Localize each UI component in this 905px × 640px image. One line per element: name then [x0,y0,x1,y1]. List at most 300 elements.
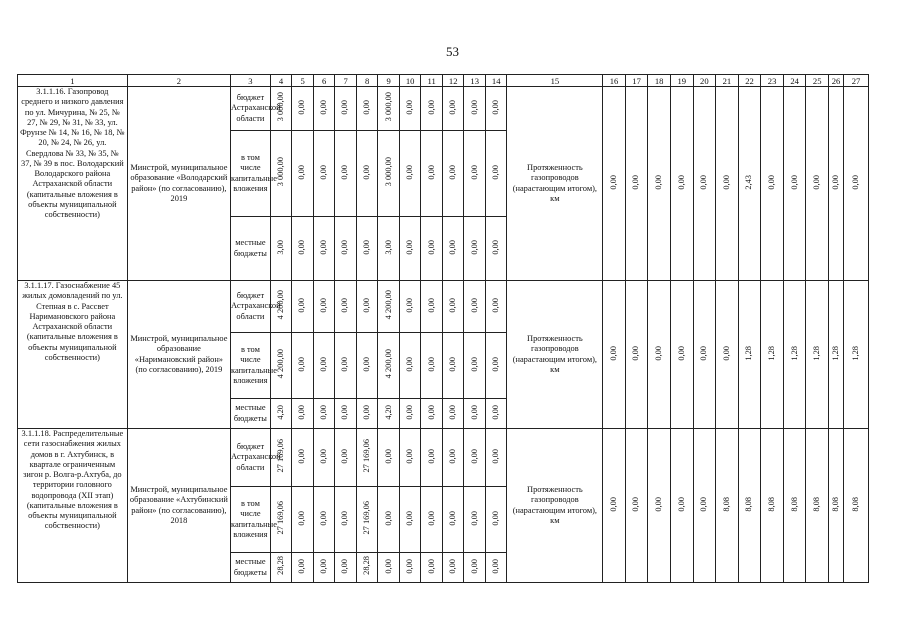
funding-value-text: 0,00 [469,404,479,420]
funding-value-text: 0,00 [297,448,307,464]
funding-value [485,281,507,333]
funding-value-text: 3 000,00 [383,157,393,187]
funding-value-text: 0,00 [448,404,458,420]
funding-value [399,429,421,487]
indicator-value-text: 8,08 [721,496,731,512]
table-row [18,281,869,333]
column-number: 19 [670,75,693,87]
funding-value [421,281,443,333]
funding-value-text: 0,00 [491,239,501,255]
funding-value [378,217,400,281]
funding-value-text: 0,00 [405,164,415,180]
funding-value-text: 0,00 [491,448,501,464]
funding-value [485,429,507,487]
indicator-value [844,429,869,583]
funding-value [335,333,357,399]
column-number: 27 [844,75,869,87]
funding-source: местные бюджеты [231,217,271,281]
funding-value-text: 0,00 [297,164,307,180]
funding-value [399,281,421,333]
funding-source: в том числе капитальные вложения [231,333,271,399]
executor-cell: Минстрой, муниципальное образование «Ахтубинский район» (по согласованию), 2018 [127,429,230,583]
indicator-value-text: 8,08 [766,496,776,512]
indicator-value [761,281,784,429]
funding-value [485,553,507,583]
funding-source: бюджет Астраханской области [231,87,271,131]
funding-value [485,131,507,217]
indicator-value-text: 0,00 [721,345,731,361]
column-number: 25 [806,75,829,87]
funding-value-text: 0,00 [340,448,350,464]
funding-value-text: 27 169,06 [275,501,285,535]
column-number: 22 [738,75,761,87]
funding-value-text: 0,00 [318,404,328,420]
funding-value [292,487,314,553]
funding-value [421,217,443,281]
funding-value-text: 3,00 [275,239,285,255]
column-number: 14 [485,75,507,87]
executor-cell: Минстрой, муниципальное образование «Наримановский район» (по согласованию), 2019 [127,281,230,429]
indicator-value [603,87,626,281]
funding-value [356,333,378,399]
indicator-value-text: 0,00 [699,174,709,190]
column-number: 23 [761,75,784,87]
indicator-value-text: 0,00 [850,174,860,190]
funding-value [421,429,443,487]
funding-value [335,553,357,583]
funding-value-text: 27 169,06 [362,439,371,473]
funding-value-text: 0,00 [469,510,479,526]
funding-value-text: 0,00 [469,239,479,255]
funding-source: в том числе капитальные вложения [231,487,271,553]
indicator-value [738,87,761,281]
indicator-value [716,429,739,583]
indicator-name: Протяженность газопроводов (нарастающим итогом), км [507,429,603,583]
funding-value-text: 0,00 [448,510,458,526]
column-number: 4 [270,75,292,87]
funding-value [335,281,357,333]
indicator-value [603,429,626,583]
indicator-value-text: 0,00 [676,174,686,190]
funding-value-text: 28,28 [275,556,285,576]
funding-value-text: 0,00 [426,164,436,180]
funding-value [378,429,400,487]
funding-value [485,487,507,553]
funding-value-text: 27 169,06 [362,501,371,535]
funding-value-text: 0,00 [318,99,328,115]
funding-value-text: 0,00 [318,164,328,180]
indicator-value [738,429,761,583]
indicator-value [738,281,761,429]
funding-value-text: 0,00 [362,297,371,313]
indicator-value-text: 8,08 [830,496,840,512]
funding-value-text: 0,00 [405,297,415,313]
indicator-value-text: 8,08 [850,496,860,512]
funding-value [356,87,378,131]
funding-value-text: 0,00 [469,99,479,115]
funding-value [270,399,292,429]
funding-value-text: 0,00 [318,448,328,464]
executor-cell: Минстрой, муниципальное образование «Володарский район» (по согласованию), 2019 [127,87,230,281]
funding-value [313,87,335,131]
column-number: 3 [231,75,271,87]
funding-value [313,487,335,553]
funding-value [292,131,314,217]
funding-value [464,553,486,583]
funding-value-text: 0,00 [491,558,501,574]
indicator-value-text: 0,00 [608,345,618,361]
funding-value [292,429,314,487]
indicator-value [761,87,784,281]
funding-value-text: 0,00 [340,99,350,115]
funding-value [442,429,464,487]
funding-value [356,553,378,583]
funding-value [335,399,357,429]
funding-value [442,487,464,553]
funding-value [313,429,335,487]
funding-value-text: 0,00 [405,558,415,574]
funding-value [421,87,443,131]
indicator-value [648,87,671,281]
funding-value-text: 3 000,00 [275,92,285,122]
indicator-value-text: 0,00 [830,174,840,190]
funding-value-text: 0,00 [405,510,415,526]
funding-value [485,217,507,281]
funding-value [464,87,486,131]
funding-value [399,333,421,399]
measure-name: 3.1.1.17. Газоснабжение 45 жилых домовладений по ул. Степная в с. Рассвет Наримановского района Астраханской области (капитальные вложения в объекты муниципальной собственности) [18,281,128,429]
funding-value [485,333,507,399]
column-number: 20 [693,75,716,87]
indicator-value-text: 0,00 [654,345,664,361]
indicator-value-text: 2,43 [744,174,754,190]
funding-value-text: 0,00 [383,510,393,526]
funding-value [378,87,400,131]
funding-value-text: 0,00 [448,99,458,115]
indicator-value-text: 0,00 [721,174,731,190]
funding-value-text: 0,00 [297,239,307,255]
funding-value-text: 0,00 [405,356,415,372]
indicator-value [761,429,784,583]
indicator-value [716,87,739,281]
funding-value [292,217,314,281]
funding-value [378,399,400,429]
funding-value-text: 0,00 [340,239,350,255]
funding-value [421,333,443,399]
indicator-value-text: 0,00 [608,174,618,190]
funding-value-text: 0,00 [405,404,415,420]
funding-value-text: 0,00 [340,404,350,420]
funding-value-text: 0,00 [297,510,307,526]
indicator-value [829,429,844,583]
indicator-value-text: 0,00 [699,345,709,361]
column-number: 12 [442,75,464,87]
column-number: 1 [18,75,128,87]
column-number: 10 [399,75,421,87]
funding-value [464,333,486,399]
funding-value-text: 0,00 [405,448,415,464]
funding-value [378,131,400,217]
funding-value [485,87,507,131]
funding-value [464,217,486,281]
funding-value [442,87,464,131]
column-number: 16 [603,75,626,87]
column-number: 15 [507,75,603,87]
indicator-value [829,281,844,429]
funding-value [442,399,464,429]
funding-value [464,399,486,429]
funding-value [421,399,443,429]
funding-value-text: 0,00 [340,297,350,313]
page-number: 53 [446,44,459,59]
funding-value [399,487,421,553]
funding-value-text: 0,00 [469,164,479,180]
funding-value-text: 0,00 [297,558,307,574]
funding-value-text: 0,00 [297,404,307,420]
funding-value-text: 0,00 [469,558,479,574]
funding-value [464,429,486,487]
funding-source: бюджет Астраханской области [231,281,271,333]
funding-value [399,553,421,583]
funding-value-text: 4 200,00 [275,290,285,320]
indicator-value [625,87,648,281]
program-table [17,74,869,583]
funding-value-text: 4 200,00 [275,349,285,379]
indicator-value-text: 0,00 [676,345,686,361]
funding-value-text: 0,00 [426,99,436,115]
column-number: 6 [313,75,335,87]
indicator-value-text: 1,28 [766,345,776,361]
funding-value-text: 3 000,00 [383,92,393,122]
indicator-value-text: 0,00 [631,496,641,512]
indicator-value-text: 0,00 [812,174,822,190]
funding-value-text: 0,00 [426,510,436,526]
funding-value [356,281,378,333]
funding-value-text: 3 000,00 [275,157,285,187]
funding-value [421,487,443,553]
indicator-value-text: 0,00 [654,496,664,512]
measure-name: 3.1.1.18. Распределительные сети газоснабжения жилых домов в г. Ахтубинск, в квартале ограниченным зигон р. Волга-р.Ахтуба, до территории головного водопровода (XII этап) (капитальные вложения в объекты муниципальной собственности) [18,429,128,583]
funding-value-text: 0,00 [340,510,350,526]
funding-value [378,281,400,333]
funding-value [292,87,314,131]
column-number-row [18,75,869,87]
funding-value-text: 0,00 [448,239,458,255]
funding-value-text: 0,00 [426,448,436,464]
funding-value-text: 3,00 [383,239,393,255]
funding-value-text: 0,00 [426,356,436,372]
funding-value-text: 0,00 [491,164,501,180]
funding-value [313,281,335,333]
indicator-value [716,281,739,429]
indicator-value [844,281,869,429]
funding-value [270,553,292,583]
indicator-value [829,87,844,281]
funding-value [399,87,421,131]
funding-value [313,399,335,429]
indicator-value [783,429,806,583]
funding-value-text: 0,00 [405,99,415,115]
funding-value-text: 4 200,00 [383,290,393,320]
column-number: 9 [378,75,400,87]
funding-value [378,487,400,553]
measure-name: 3.1.1.16. Газопровод среднего и низкого давления по ул. Мичурина, № 25, № 27, № 29, № 31, № 33, ул. Фрунзе № 14, № 16, № 18, № 20, № 24, № 26, ул. Свердлова № 33, № 35, № 37, № 39 в пос. Володарский Володарского района Астраханской области (капитальные вложения в объекты муниципальной собственности) [18,87,128,281]
indicator-name: Протяженность газопроводов (нарастающим итогом), км [507,87,603,281]
indicator-value-text: 0,00 [654,174,664,190]
funding-value-text: 4,20 [275,404,285,420]
funding-value [464,281,486,333]
indicator-value-text: 0,00 [766,174,776,190]
funding-value [399,399,421,429]
funding-value-text: 0,00 [362,164,371,180]
funding-value-text: 0,00 [318,510,328,526]
funding-value-text: 0,00 [362,404,371,420]
column-number: 17 [625,75,648,87]
table-row [18,87,869,131]
funding-value-text: 0,00 [469,297,479,313]
column-number: 7 [335,75,357,87]
funding-value [378,553,400,583]
funding-value-text: 0,00 [405,239,415,255]
funding-value [292,333,314,399]
funding-source: бюджет Астраханской области [231,429,271,487]
funding-value [292,553,314,583]
funding-value [378,333,400,399]
indicator-value-text: 0,00 [676,496,686,512]
funding-value [442,217,464,281]
funding-value-text: 0,00 [491,297,501,313]
indicator-value [783,87,806,281]
indicator-value [693,87,716,281]
indicator-value [693,429,716,583]
funding-value-text: 0,00 [297,356,307,372]
funding-value [313,131,335,217]
funding-value-text: 27 169,06 [275,439,285,473]
indicator-value-text: 0,00 [608,496,618,512]
indicator-value-text: 1,28 [850,345,860,361]
funding-value-text: 0,00 [297,99,307,115]
funding-value-text: 0,00 [318,356,328,372]
funding-value-text: 0,00 [469,448,479,464]
funding-value-text: 0,00 [448,448,458,464]
indicator-value [670,281,693,429]
funding-value [442,131,464,217]
funding-value [270,217,292,281]
indicator-value-text: 1,28 [830,345,840,361]
funding-value [292,399,314,429]
column-number: 5 [292,75,314,87]
funding-value-text: 0,00 [491,510,501,526]
indicator-name: Протяженность газопроводов (нарастающим итогом), км [507,281,603,429]
funding-value-text: 4,20 [383,404,393,420]
indicator-value [670,87,693,281]
funding-value-text: 0,00 [426,558,436,574]
funding-value [313,333,335,399]
funding-value [442,333,464,399]
funding-value-text: 0,00 [362,239,371,255]
funding-value [356,487,378,553]
indicator-value [625,429,648,583]
funding-value [335,487,357,553]
indicator-value-text: 8,08 [812,496,822,512]
indicator-value [844,87,869,281]
funding-value-text: 0,00 [426,297,436,313]
indicator-value [648,429,671,583]
table-row [18,429,869,487]
funding-value-text: 4 200,00 [383,349,393,379]
funding-value-text: 0,00 [340,164,350,180]
funding-value [335,131,357,217]
funding-value [442,281,464,333]
funding-value-text: 0,00 [340,356,350,372]
indicator-value-text: 1,28 [744,345,754,361]
indicator-value [806,87,829,281]
indicator-value-text: 1,28 [789,345,799,361]
indicator-value-text: 0,00 [631,345,641,361]
funding-value-text: 0,00 [448,558,458,574]
funding-value [356,399,378,429]
funding-value [356,429,378,487]
column-number: 21 [716,75,739,87]
indicator-value-text: 0,00 [631,174,641,190]
indicator-value-text: 0,00 [699,496,709,512]
funding-value-text: 0,00 [491,356,501,372]
column-number: 24 [783,75,806,87]
funding-value [421,553,443,583]
funding-value-text: 0,00 [469,356,479,372]
funding-value-text: 0,00 [297,297,307,313]
funding-value-text: 0,00 [426,239,436,255]
funding-value [399,131,421,217]
funding-value [335,429,357,487]
funding-value [464,131,486,217]
funding-source: местные бюджеты [231,553,271,583]
funding-value-text: 0,00 [362,99,371,115]
funding-value-text: 0,00 [491,404,501,420]
indicator-value [806,429,829,583]
column-number: 18 [648,75,671,87]
indicator-value [783,281,806,429]
funding-value-text: 28,28 [362,556,371,576]
funding-value [292,281,314,333]
funding-value-text: 0,00 [383,558,393,574]
funding-value [356,131,378,217]
indicator-value [670,429,693,583]
funding-value-text: 0,00 [318,558,328,574]
funding-value [335,87,357,131]
column-number: 11 [421,75,443,87]
funding-value [313,217,335,281]
funding-value [485,399,507,429]
indicator-value [806,281,829,429]
indicator-value [603,281,626,429]
funding-value-text: 0,00 [318,297,328,313]
funding-value [313,553,335,583]
funding-value [464,487,486,553]
indicator-value-text: 0,00 [789,174,799,190]
funding-value-text: 0,00 [340,558,350,574]
column-number: 2 [127,75,230,87]
funding-value [421,131,443,217]
indicator-value-text: 8,08 [744,496,754,512]
indicator-value [625,281,648,429]
column-number: 13 [464,75,486,87]
funding-value-text: 0,00 [448,356,458,372]
funding-value-text: 0,00 [491,99,501,115]
funding-value-text: 0,00 [383,448,393,464]
indicator-value-text: 8,08 [789,496,799,512]
funding-source: местные бюджеты [231,399,271,429]
